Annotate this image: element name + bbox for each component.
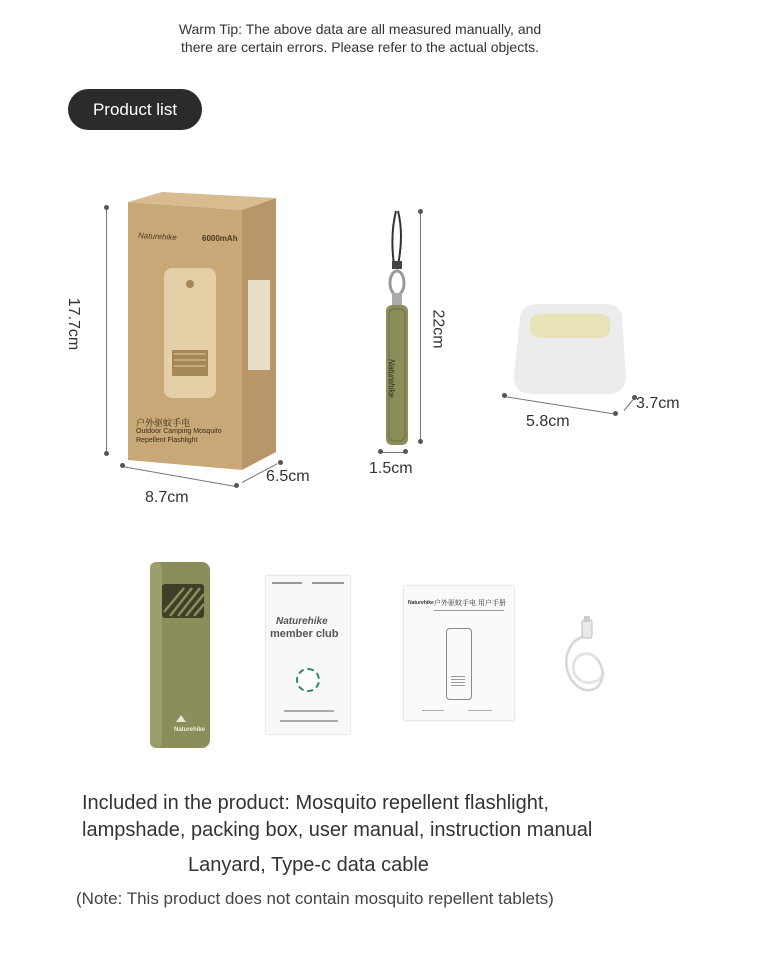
included-caption-line1: Included in the product: Mosquito repellent flashlight,	[82, 792, 549, 814]
warm-tip	[100, 20, 620, 56]
box-title-en1: Outdoor Camping Mosquito	[136, 428, 222, 435]
product-list-label: Product list	[68, 89, 202, 130]
box-depth-dot	[278, 460, 283, 465]
member-card-image	[266, 576, 350, 734]
manual-title: 户外驱蚊手电 用户手册	[434, 600, 506, 607]
lanyard-length-label: 22cm	[429, 309, 447, 349]
lanyard-width-dot-left	[378, 449, 383, 454]
member-card-brand: Naturehike	[276, 616, 328, 627]
lampshade-width-dot-left	[502, 393, 507, 398]
lampshade-width-label: 5.8cm	[526, 413, 570, 430]
user-manual-image	[404, 586, 514, 720]
lampshade-depth-label: 3.7cm	[636, 395, 680, 412]
box-height-line	[106, 208, 107, 454]
box-title-cn: 户外驱蚊手电	[136, 418, 191, 428]
manual-brand: Naturehike	[408, 600, 434, 606]
flashlight-image	[146, 560, 216, 752]
included-caption-line2: lampshade, packing box, user manual, instruction manual	[82, 819, 593, 841]
lanyard-length-line	[420, 212, 421, 442]
flashlight-brand: Naturehike	[174, 727, 206, 733]
lanyard-width-label: 1.5cm	[369, 460, 413, 477]
manual-flashlight-drawing	[446, 628, 472, 700]
member-card-title: member club	[270, 628, 339, 640]
lanyard-width-dot-right	[403, 449, 408, 454]
qr-code-icon	[296, 668, 320, 692]
box-depth-label: 6.5cm	[266, 468, 310, 485]
box-width-dot-left	[120, 463, 125, 468]
box-capacity: 6000mAh	[202, 234, 238, 243]
box-width-label: 8.7cm	[145, 489, 189, 506]
lanyard-brand: Naturehike	[386, 359, 396, 398]
lampshade-image	[510, 300, 630, 400]
note-text: (Note: This product does not contain mosquito repellent tablets)	[76, 889, 554, 908]
warm-tip-line1: Warm Tip: The above data are all measured manually, and	[178, 21, 542, 37]
box-width-dot-right	[234, 483, 239, 488]
box-height-dot-bottom	[104, 451, 109, 456]
lampshade-width-dot-right	[613, 411, 618, 416]
lanyard-image	[378, 205, 418, 455]
box-brand: Naturehike	[137, 230, 177, 243]
type-c-cable-image	[556, 616, 616, 702]
box-height-dot-top	[104, 205, 109, 210]
box-title-en2: Repellent Flashlight	[136, 437, 198, 444]
lanyard-length-dot-top	[418, 209, 423, 214]
warm-tip-line2: there are certain errors. Please refer to the actual objects.	[181, 39, 539, 55]
included-caption-line3: Lanyard, Type-c data cable	[188, 854, 429, 876]
lanyard-length-dot-bottom	[418, 439, 423, 444]
box-height-label: 17.7cm	[65, 297, 83, 351]
